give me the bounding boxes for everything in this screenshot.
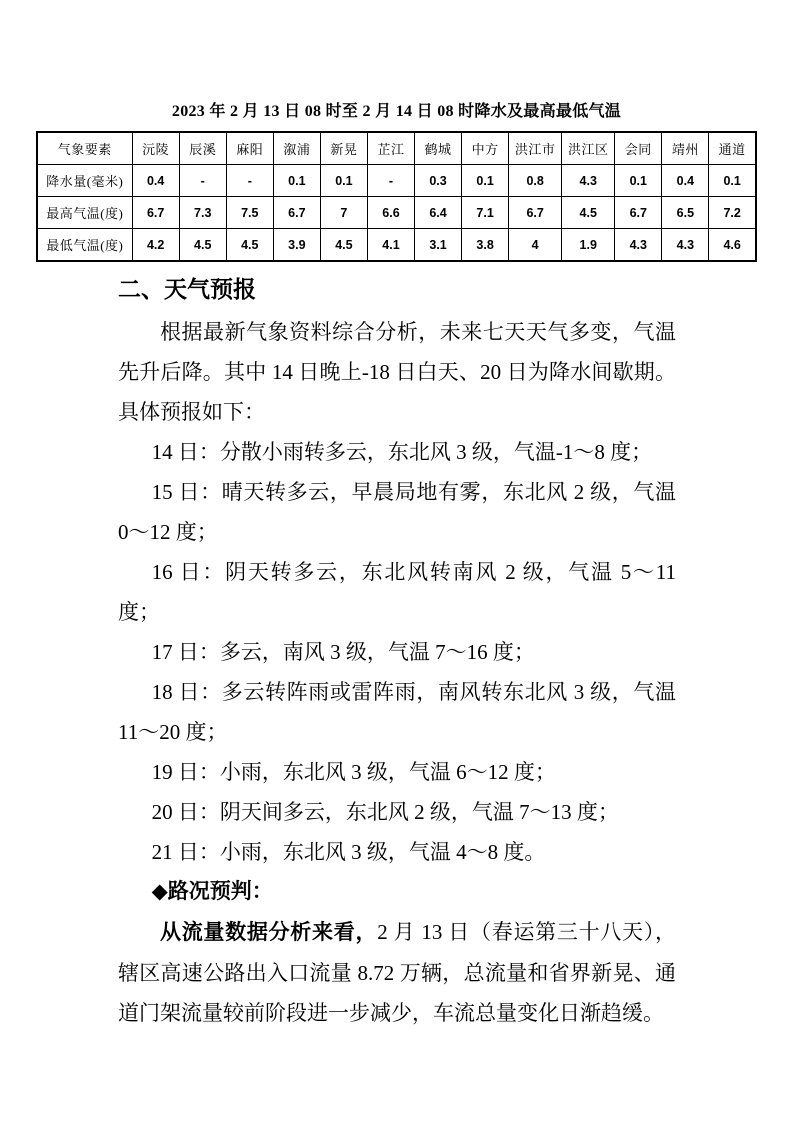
table-cell: 3.9 [273,229,320,262]
table-cell: 0.1 [273,165,320,197]
table-cell: 0.8 [509,165,562,197]
table-header-cell: 鹤城 [415,132,462,165]
table-cell: 4.3 [615,229,662,262]
table-header-cell: 洪江区 [562,132,615,165]
table-header-cell: 会同 [615,132,662,165]
forecast-item-day18: 18 日：多云转阵雨或雷阵雨，南风转东北风 3 级，气温 11～20 度； [118,680,676,744]
row-label: 最高气温(度) [37,197,132,229]
table-header-cell: 靖州 [662,132,709,165]
table-caption-title: 2023 年 2 月 13 日 08 时至 2 月 14 日 08 时降水及最高最低气温 [171,103,622,120]
section-heading-weather-forecast: 二、天气预报 [118,276,256,302]
table-cell: 4.3 [562,165,615,197]
forecast-item-day19: 19 日：小雨，东北风 3 级，气温 6～12 度； [151,760,556,784]
forecast-item-day21: 21 日：小雨，东北风 3 级，气温 4～8 度。 [151,840,546,864]
table-cell: 0.4 [662,165,709,197]
table-cell: 7 [320,197,367,229]
forecast-item-day15: 15 日：晴天转多云，早晨局地有雾，东北风 2 级，气温 0～12 度； [118,480,676,544]
table-row-precipitation [37,165,756,197]
table-header-row [37,132,756,165]
road-condition-paragraph [118,912,676,1033]
table-header-cell: 新晃 [320,132,367,165]
table-row-min-temp [37,229,756,262]
table-cell: 4.6 [709,229,756,262]
table-cell: 4.5 [320,229,367,262]
table-cell: 6.7 [509,197,562,229]
table-header-cell: 辰溪 [179,132,226,165]
table-header-cell: 沅陵 [132,132,179,165]
table-cell: 0.3 [415,165,462,197]
table-row-max-temp [37,197,756,229]
table-header-cell: 麻阳 [226,132,273,165]
forecast-intro-paragraph: 根据最新气象资料综合分析，未来七天天气多变，气温先升后降。其中 14 日晚上-18 日白天、20 日为降水间歇期。具体预报如下： [118,320,676,424]
table-header-cell: 通道 [709,132,756,165]
table-header-cell: 中方 [462,132,509,165]
table-cell: 7.2 [709,197,756,229]
table-cell: 1.9 [562,229,615,262]
table-header-cell: 溆浦 [273,132,320,165]
table-cell: 6.4 [415,197,462,229]
table-cell: 4.1 [367,229,414,262]
table-cell: - [226,165,273,197]
table-cell: 7.1 [462,197,509,229]
row-label: 降水量(毫米) [37,165,132,197]
table-cell: - [367,165,414,197]
section-heading-road-condition: ◆路况预判： [151,880,273,903]
table-cell: 7.5 [226,197,273,229]
weather-table [36,131,757,262]
table-cell: 6.5 [662,197,709,229]
table-cell: 4 [509,229,562,262]
road-paragraph-body: 2 月 13 日（春运第三十八天），辖区高速公路出入口流量 8.72 万辆，总流量和省界新晃、通道门架流量较前阶段进一步减少，车流总量变化日渐趋缓。 [118,920,676,1025]
table-cell: 0.1 [320,165,367,197]
table-cell: 4.3 [662,229,709,262]
table-cell: 0.1 [615,165,662,197]
table-header-cell: 芷江 [367,132,414,165]
road-paragraph-bold-lead: 从流量数据分析来看， [160,921,378,944]
row-label: 最低气温(度) [37,229,132,262]
table-cell: 6.6 [367,197,414,229]
forecast-section [118,272,676,1033]
table-cell: 3.8 [462,229,509,262]
forecast-item-day14: 14 日：分散小雨转多云，东北风 3 级，气温-1～8 度； [151,440,653,464]
table-cell: 4.5 [226,229,273,262]
forecast-item-day16: 16 日：阴天转多云，东北风转南风 2 级，气温 5～11 度； [118,560,676,624]
table-cell: 7.3 [179,197,226,229]
table-header-cell: 洪江市 [509,132,562,165]
table-cell: - [179,165,226,197]
table-cell: 4.5 [562,197,615,229]
table-cell: 6.7 [615,197,662,229]
table-cell: 0.4 [132,165,179,197]
table-cell: 3.1 [415,229,462,262]
table-cell: 4.2 [132,229,179,262]
table-cell: 6.7 [273,197,320,229]
table-header-cell: 气象要素 [37,132,132,165]
table-cell: 6.7 [132,197,179,229]
forecast-item-day17: 17 日：多云，南风 3 级，气温 7～16 度； [151,640,535,664]
table-cell: 0.1 [462,165,509,197]
forecast-item-day20: 20 日：阴天间多云，东北风 2 级，气温 7～13 度； [151,800,619,824]
table-cell: 0.1 [709,165,756,197]
table-cell: 4.5 [179,229,226,262]
